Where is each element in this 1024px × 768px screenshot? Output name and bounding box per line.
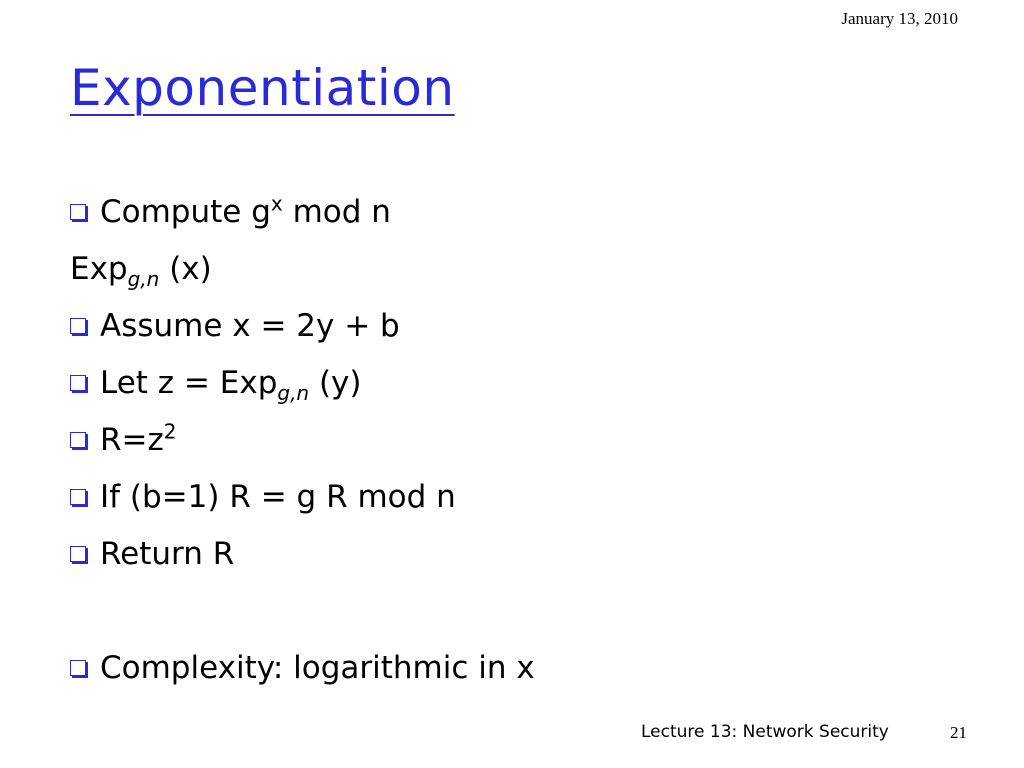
slide-date: January 13, 2010 [841,9,958,28]
subscript: g,n [277,381,310,406]
bullet-list [70,188,970,701]
page-number: 21 [950,723,967,742]
bullet-line-compute [70,188,970,245]
bullet-line-complexity [70,644,970,701]
blank-line [70,587,970,644]
slide-title: Exponentiation [70,59,455,117]
hollow-square-bullet-icon [70,375,86,391]
footer-lecture-title: Lecture 13: Network Security [641,722,889,742]
bullet-line-if [70,473,970,530]
bullet-line-let [70,359,970,416]
hollow-square-bullet-icon [70,432,86,448]
line-text: Compute $g^x$ mod n [100,191,391,230]
hollow-square-bullet-icon [70,546,86,562]
line-text: If (b=1) R = g R mod n [100,479,456,515]
superscript: x [270,191,283,216]
line-text: Exp$_{g,n}$ (x) [70,251,212,292]
hollow-square-bullet-icon [70,204,86,220]
line-text: Assume x = 2y + b [100,308,400,344]
hollow-square-bullet-icon [70,489,86,505]
line-text: Complexity: logarithmic in x [100,650,535,686]
line-text: $R=z^2$ [100,419,177,458]
bullet-line-return [70,530,970,587]
bullet-line-assume [70,302,970,359]
plain-line-exp [70,245,970,302]
superscript: 2 [163,419,177,444]
line-text: Return R [100,536,235,572]
bullet-line-r-squared [70,416,970,473]
hollow-square-bullet-icon [70,660,86,676]
line-text: Let z = Exp$_{g,n}$ (y) [100,365,362,406]
subscript: g,n [127,267,160,292]
hollow-square-bullet-icon [70,318,86,334]
